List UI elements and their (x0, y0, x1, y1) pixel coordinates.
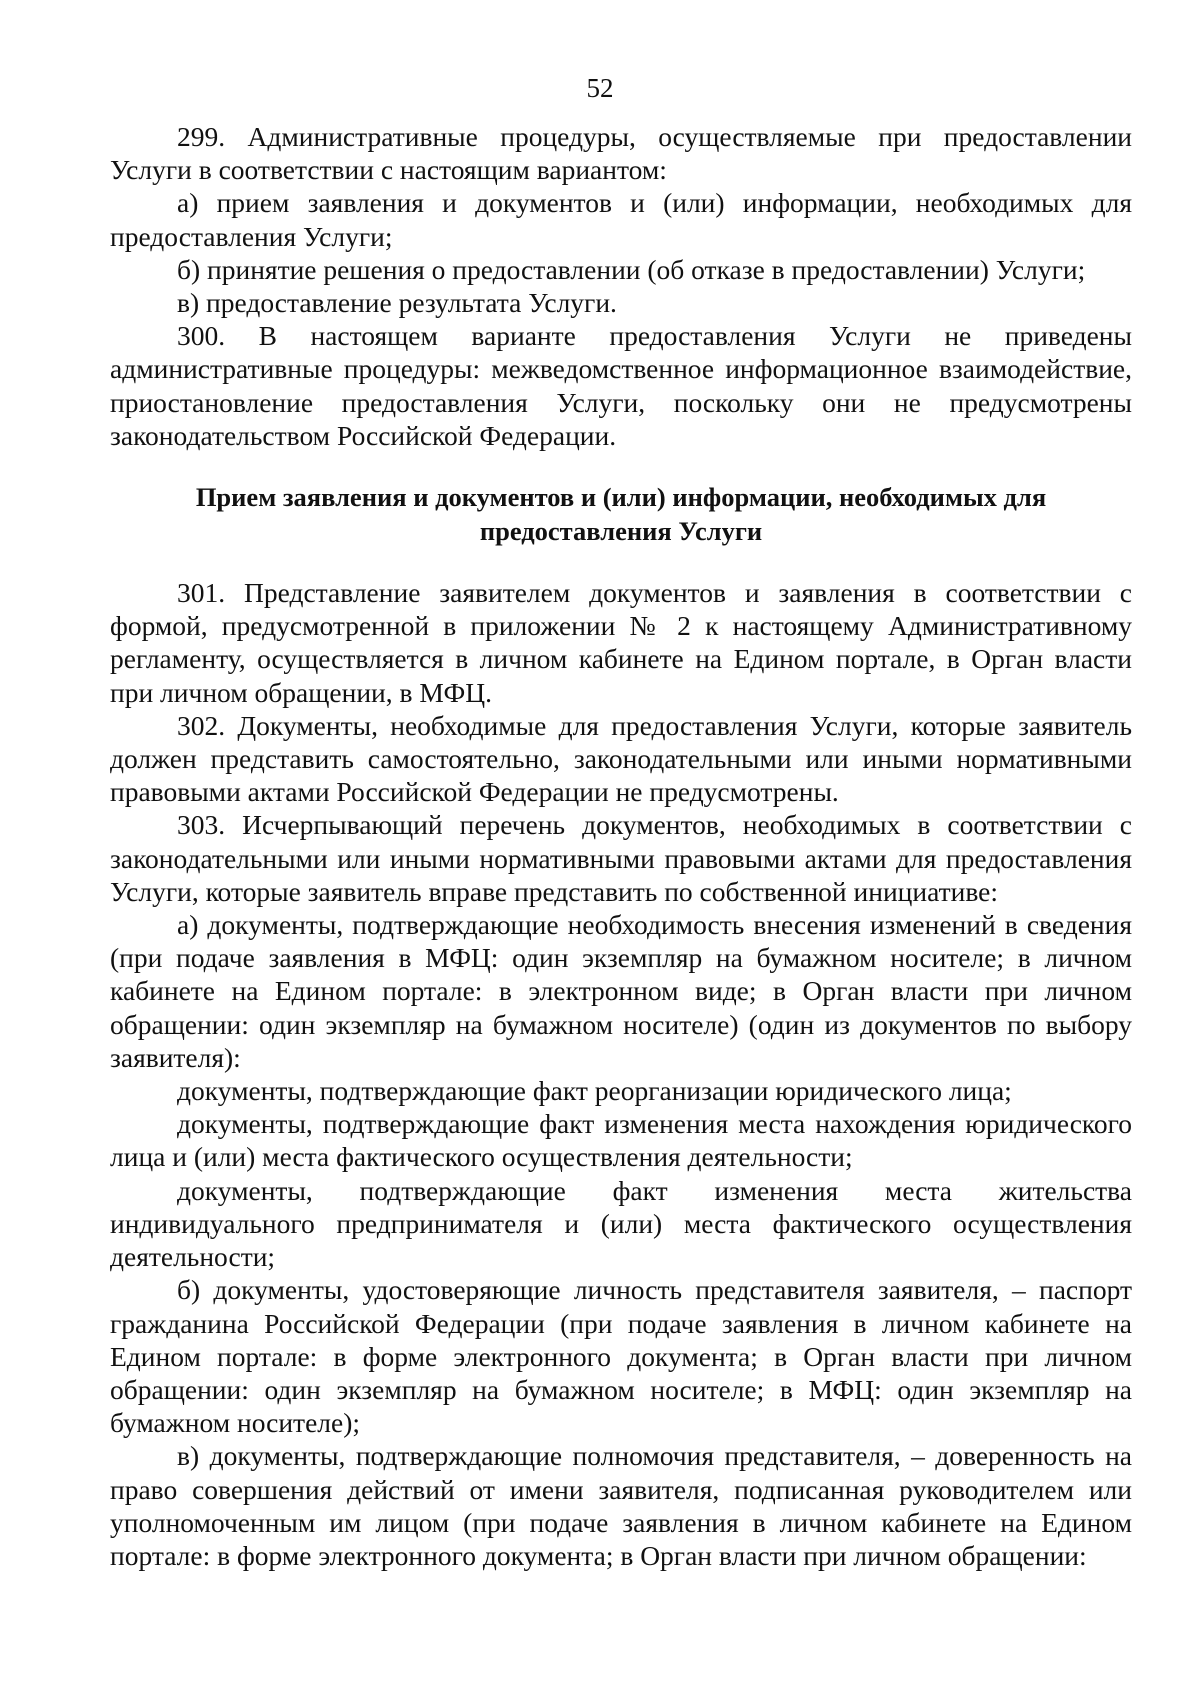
paragraph-300: 300. В настоящем варианте предоставления Услуги не приведены административные процедуры: межведомственное информационное взаимодействие, приостановление предоставления Услуги, поскольку они не предусмотрены законодательством Российской Федерации. (110, 320, 1132, 451)
paragraph-301: 301. Представление заявителем документов и заявления в соответствии с формой, предусмотренной в приложении № 2 к настоящему Административному регламенту, осуществляется в личном кабинете на Едином портале, в Орган власти при личном обращении, в МФЦ. (110, 577, 1132, 708)
list-item-v: в) предоставление результата Услуги. (177, 287, 617, 319)
list-subitem-reorganization: документы, подтверждающие факт реорганизации юридического лица; (177, 1075, 1012, 1107)
document-body (110, 120, 1132, 1572)
list-item-303-a: а) документы, подтверждающие необходимость внесения изменений в сведения (при подаче заявления в МФЦ: один экземпляр на бумажном носителе; в личном кабинете на Едином портале: в электронном виде; в Орган власти при личном обращении: один экземпляр на бумажном носителе) (один из документов по выбору заявителя): (110, 909, 1132, 1073)
list-item-a: а) прием заявления и документов и (или) информации, необходимых для предоставления Услуги; (110, 187, 1132, 252)
list-item-303-v: в) документы, подтверждающие полномочия представителя, – доверенность на право совершения действий от имени заявителя, подписанная руководителем или уполномоченным им лицом (при подаче заявления в личном кабинете на Едином портале: в форме электронного документа; в Орган власти при личном обращении: (110, 1440, 1132, 1571)
paragraph-299: 299. Административные процедуры, осуществляемые при предоставлении Услуги в соответствии с настоящим вариантом: (110, 121, 1132, 186)
list-item-b: б) принятие решения о предоставлении (об отказе в предоставлении) Услуги; (177, 253, 1086, 285)
paragraph-303: 303. Исчерпывающий перечень документов, необходимых в соответствии с законодательными или иными нормативными правовыми актами для предоставления Услуги, которые заявитель вправе представить по собственной инициативе: (110, 809, 1132, 907)
list-item-303-b: б) документы, удостоверяющие личность представителя заявителя, – паспорт гражданина Российской Федерации (при подаче заявления в личном кабинете на Едином портале: в форме электронного документа; в Орган власти при личном обращении: один экземпляр на бумажном носителе; в МФЦ: один экземпляр на бумажном носителе); (110, 1274, 1132, 1439)
list-subitem-residence-change: документы, подтверждающие факт изменения места жительства индивидуального предпринимателя и (или) места фактического осуществления деятельности; (110, 1174, 1132, 1273)
page-number: 52 (586, 73, 614, 103)
list-subitem-location-change: документы, подтверждающие факт изменения места нахождения юридического лица и (или) места фактического осуществления деятельности; (110, 1108, 1132, 1173)
paragraph-302: 302. Документы, необходимые для предоставления Услуги, которые заявитель должен представить самостоятельно, законодательными или иными нормативными правовыми актами Российской Федерации не предусмотрены. (110, 709, 1132, 808)
section-heading: Прием заявления и документов и (или) информации, необходимых для предоставления Услуги (195, 482, 1047, 547)
